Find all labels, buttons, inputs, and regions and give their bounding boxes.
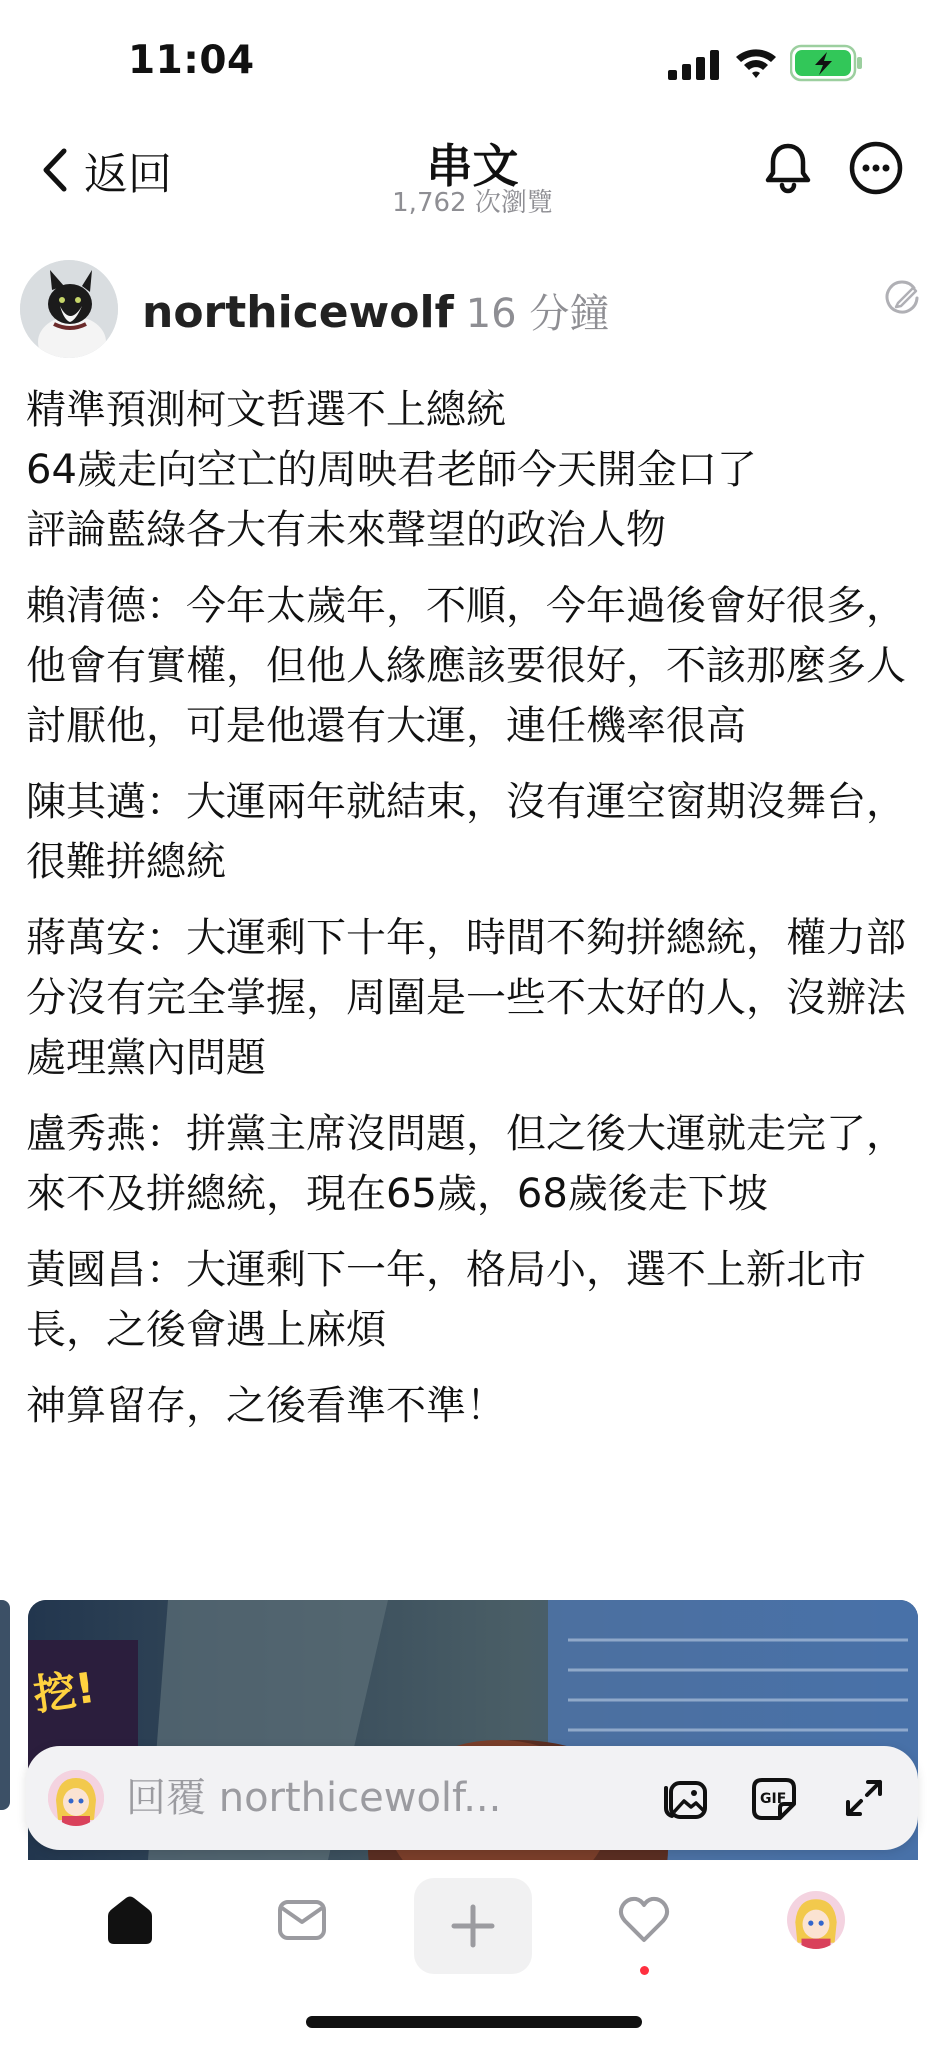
view-count: 1,762 次瀏覽 (392, 188, 553, 218)
heart-icon (616, 1894, 672, 1946)
reply-composer (26, 1746, 918, 1850)
svg-text:GIF: GIF (760, 1791, 787, 1807)
post-body (26, 380, 916, 1452)
bottom-tab-bar (0, 1870, 945, 2000)
back-label: 返回 (84, 149, 172, 200)
notification-bell-icon[interactable] (760, 140, 816, 196)
cat-avatar-image (20, 260, 118, 358)
photo-gallery-icon[interactable] (662, 1774, 710, 1822)
profile-avatar (787, 1891, 845, 1949)
post-paragraph: 陳其邁：大運兩年就結束，沒有運空窗期沒舞台，很難拼總統 (26, 779, 906, 885)
post-paragraph: 蔣萬安：大運剩下十年，時間不夠拼總統，權力部分沒有完全掌握，周圍是一些不太好的人，沒辦法處理黨內問題 (26, 915, 906, 1081)
tab-create[interactable] (414, 1878, 532, 1974)
previous-media-sliver[interactable] (0, 1600, 10, 1810)
my-avatar (48, 1770, 104, 1826)
plus-icon (450, 1903, 496, 1949)
post-paragraph: 精準預測柯文哲選不上總統 64歲走向空亡的周映君老師今天開金口了 評論藍綠各大有未來聲望的政治人物 (26, 387, 757, 553)
tab-inbox[interactable] (262, 1880, 342, 1960)
author-avatar[interactable] (20, 260, 118, 358)
anime-avatar-image (787, 1891, 845, 1949)
more-options-icon[interactable] (848, 140, 904, 196)
home-indicator (306, 2016, 642, 2028)
post-paragraph: 神算留存，之後看準不準！ (26, 1383, 506, 1429)
status-bar (0, 0, 945, 120)
expand-icon[interactable] (842, 1776, 886, 1820)
post-time: 16 分鐘 (465, 291, 610, 337)
reply-input[interactable] (126, 1768, 546, 1828)
post-paragraph: 賴清德：今年太歲年，不順，今年過後會好很多，他會有實權，但他人緣應該要很好，不該那麼多人討厭他，可是他還有大運，連任機率很高 (26, 583, 906, 749)
battery-charging-icon (790, 44, 864, 82)
post-paragraph: 盧秀燕：拼黨主席沒問題，但之後大運就走完了，來不及拼總統，現在65歲，68歲後走下坡 (26, 1111, 906, 1217)
anime-avatar-image (48, 1770, 104, 1826)
home-icon (102, 1892, 158, 1948)
edited-icon (884, 280, 920, 316)
author-name[interactable]: northicewolf (142, 287, 454, 338)
tab-profile[interactable] (776, 1880, 856, 1960)
page-title: 串文 (426, 139, 519, 193)
gif-icon[interactable] (750, 1774, 798, 1822)
cellular-signal-icon (668, 50, 720, 80)
post-paragraph: 黃國昌：大運剩下一年，格局小，選不上新北市長，之後會遇上麻煩 (26, 1247, 866, 1353)
author-name-row (142, 282, 609, 339)
media-overlay-text: 挖! (30, 1662, 98, 1720)
tab-activity[interactable] (604, 1880, 684, 1960)
wifi-icon (734, 46, 778, 80)
status-time: 11:04 (128, 38, 255, 83)
tab-home[interactable] (90, 1880, 170, 1960)
post-header (0, 258, 945, 362)
inbox-icon (276, 1894, 328, 1946)
nav-bar (0, 120, 945, 230)
activity-badge-dot (640, 1966, 649, 1975)
